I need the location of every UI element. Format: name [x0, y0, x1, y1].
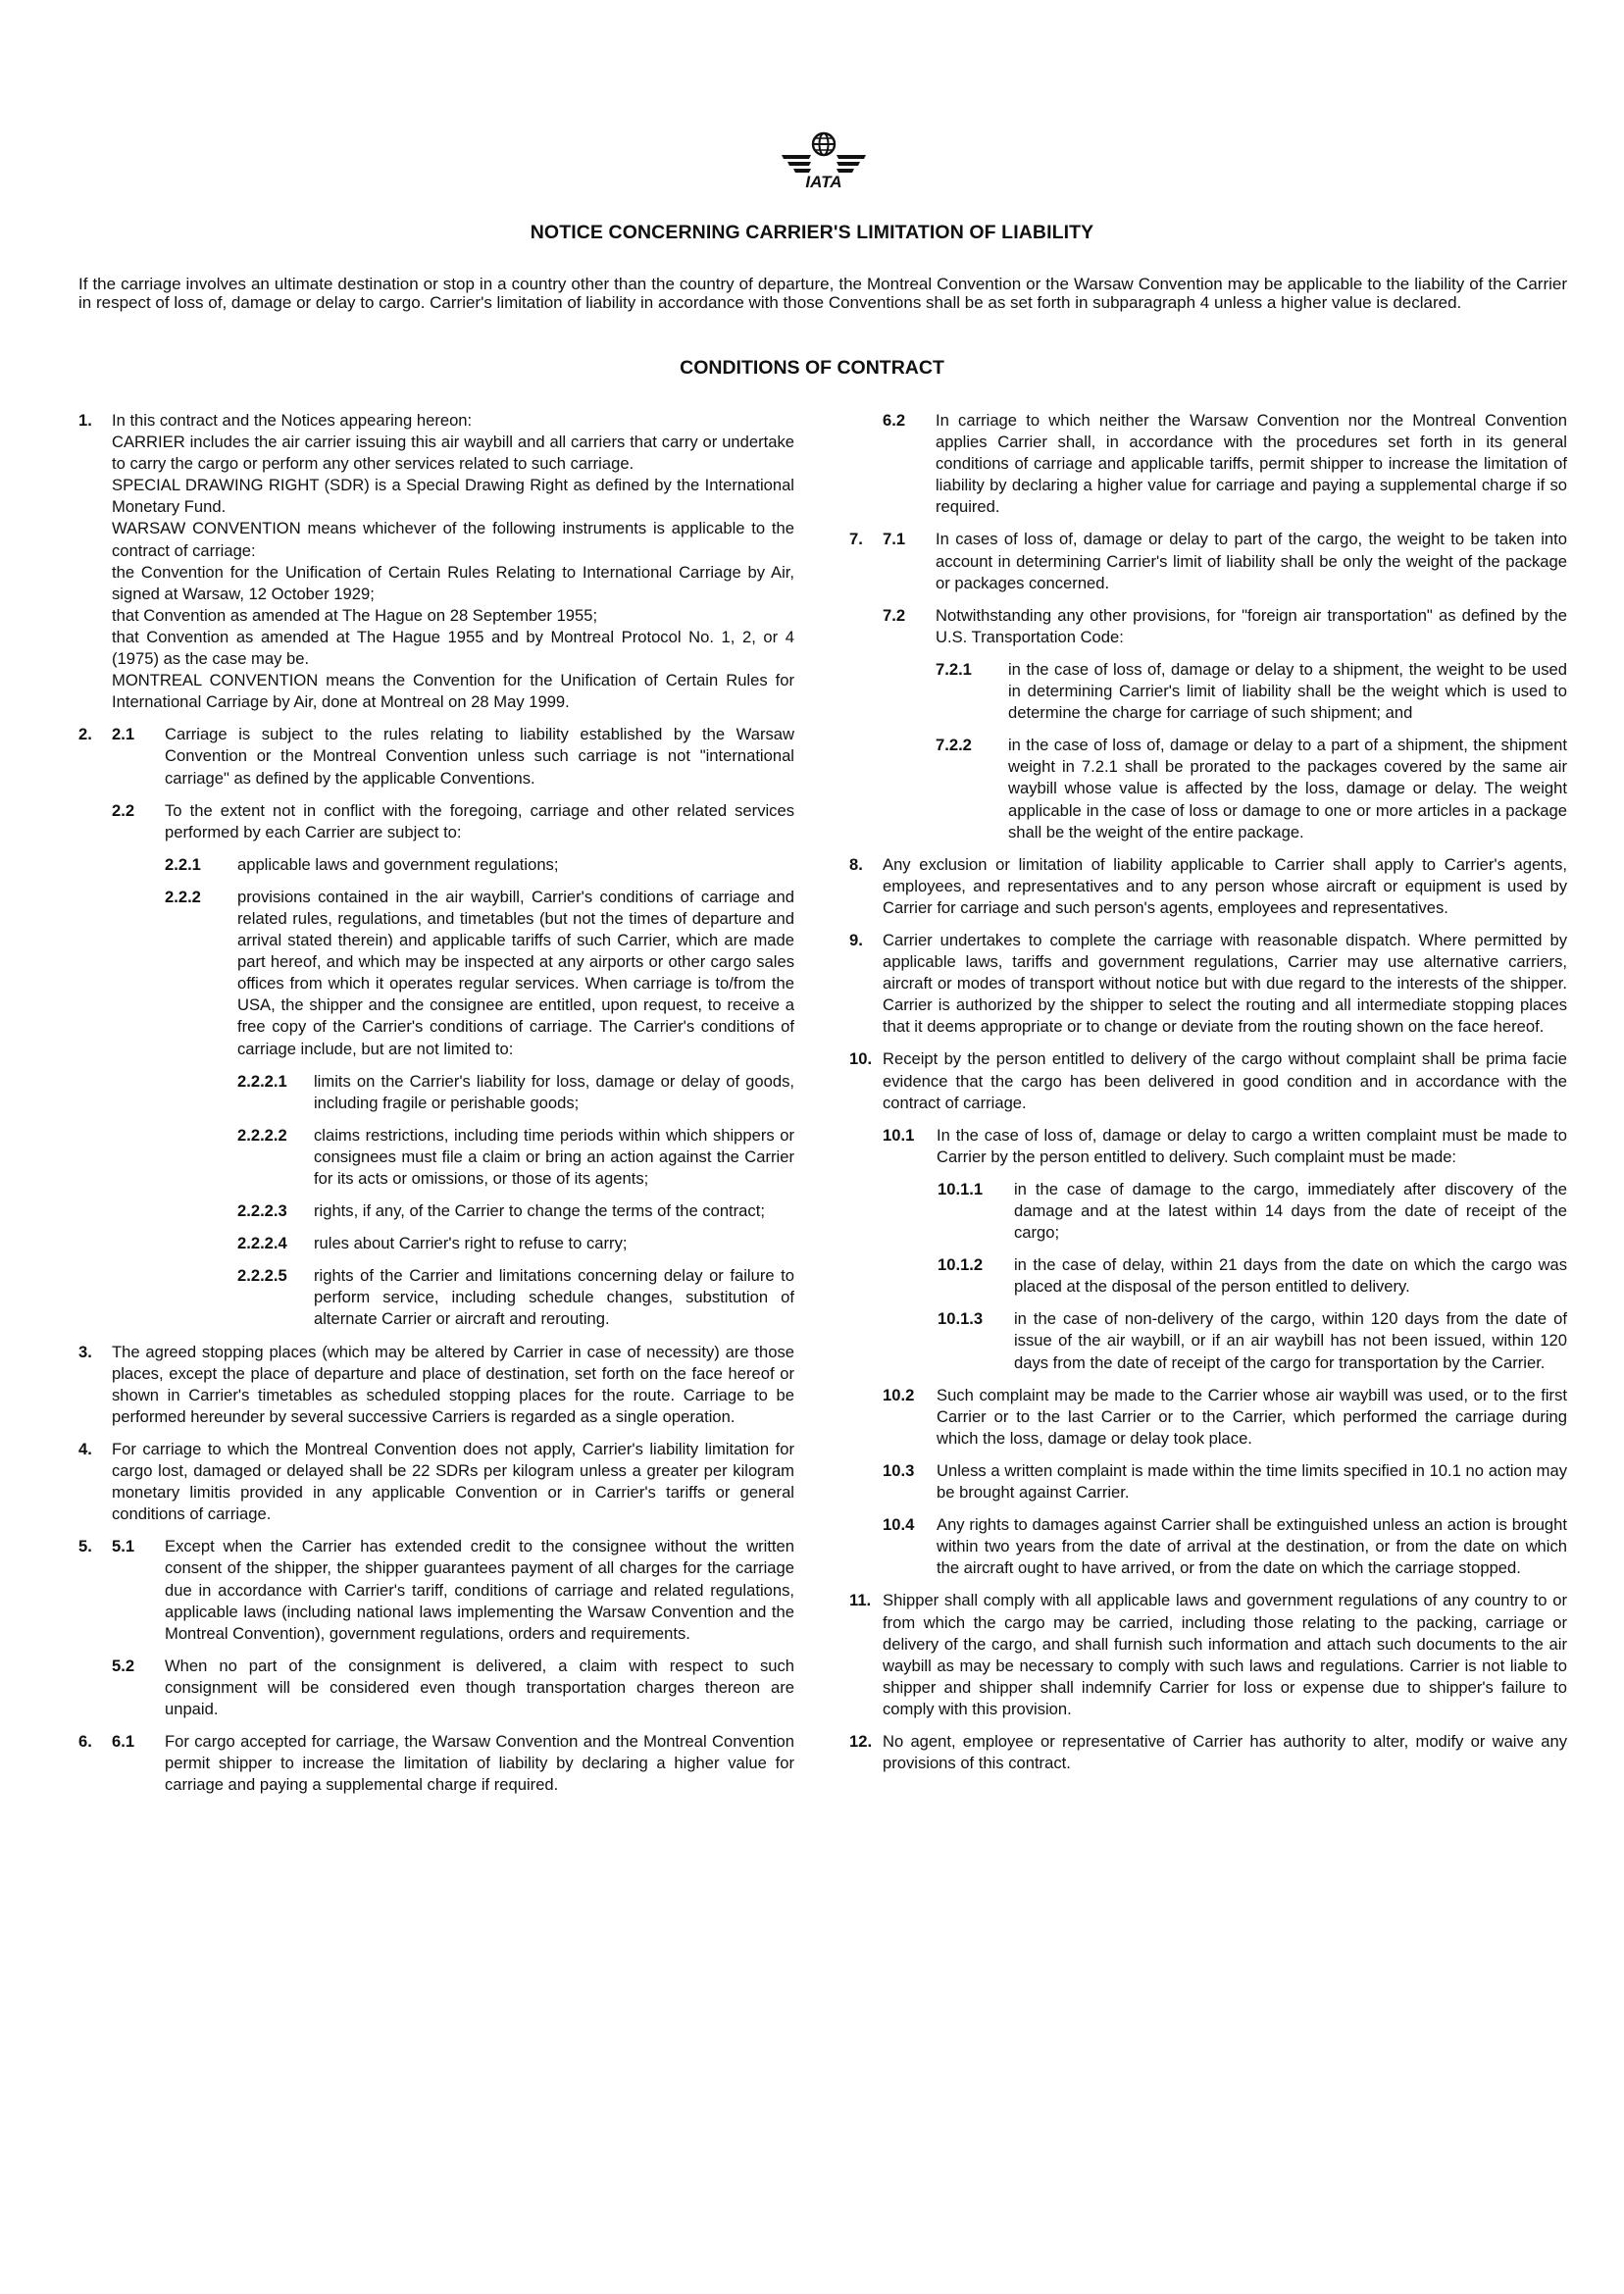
clause-8 — [849, 854, 1567, 919]
subclause-text: in the case of loss of, damage or delay to a shipment, the weight to be used in determining Carrier's limit of liability shall be the weight which is used to determine the charge for carriage of such shipment; and — [1008, 659, 1567, 723]
subclause-number: 2.2 — [112, 800, 135, 820]
subclause-text: in the case of non-delivery of the cargo, within 120 days from the date of issue of the air waybill, or if an air waybill has not been issued, within 120 days from the date of receipt of the cargo for transportation by the Carrier. — [1014, 1309, 1567, 1372]
clause-text: Any exclusion or limitation of liability applicable to Carrier shall apply to Carrier's agents, employees, and representatives and to any person whose aircraft or equipment is used by Carrier for carriage and such person's agents, employees and representatives. — [883, 854, 1567, 917]
notice-paragraph: If the carriage involves an ultimate destination or stop in a country other than the country of departure, the Montreal Convention or the Warsaw Convention may be applicable to the liability of the Carrier in respect of loss of, damage or delay to cargo. Carrier's limitation of liability in accordance with those Conventions shall be as set forth in subparagraph 4 unless a higher value is declared. — [78, 275, 1567, 312]
clause-number: 7. — [849, 530, 863, 549]
subclause-text: in the case of damage to the cargo, immediately after discovery of the damage and at the latest within 14 days from the date of receipt of the cargo; — [1014, 1179, 1567, 1243]
subclause-number: 2.2.2.2 — [237, 1125, 287, 1145]
conditions-title: CONDITIONS OF CONTRACT — [680, 357, 944, 379]
iata-wordmark: IATA — [805, 173, 842, 190]
iata-logo — [780, 131, 868, 190]
subclause-number: 5.1 — [112, 1537, 135, 1556]
subclause-number: 7.2.2 — [936, 736, 972, 755]
subclause-number: 10.2 — [883, 1385, 915, 1404]
clause-number: 12. — [849, 1731, 873, 1751]
subclause-text: provisions contained in the air waybill, Carrier's conditions of carriage and related rules, regulations, and timetables (but not the times of departure and arrival stated therein) and applicable tariffs of such Carrier, which are made part hereof, and which may be inspected at any airports or other cargo sales offices from which it operates regular services. When carriage is to/from the USA, the shipper and the consignee are entitled, upon request, to receive a free copy of the Carrier's conditions of carriage. The Carrier's conditions of carriage include, but are not limited to: — [237, 887, 794, 1058]
definition-sdr: SPECIAL DRAWING RIGHT (SDR) is a Special Drawing Right as defined by the International Monetary Fund. — [112, 476, 794, 517]
clause-text: No agent, employee or representative of Carrier has authority to alter, modify or waive any provisions of this contract. — [883, 1731, 1567, 1773]
subclause-number: 2.2.2.4 — [237, 1234, 287, 1253]
clause-number: 4. — [78, 1439, 92, 1458]
subclause-text: rights, if any, of the Carrier to change the terms of the contract; — [314, 1201, 765, 1221]
clause-text: The agreed stopping places (which may be altered by Carrier in case of necessity) are those places, except the place of departure and place of destination, set forth on the face hereof or shown in Carrier's timetables as scheduled stopping places for the route. Carriage to be performed hereunder by several successive Carriers is regarded as a single operation. — [112, 1342, 794, 1426]
clause-number: 6. — [78, 1732, 92, 1752]
subclause-text: claims restrictions, including time periods within which shippers or consignees must file a claim or bring an action against the Carrier for its acts or omissions, or those of its agents; — [314, 1125, 794, 1188]
subclause-text: limits on the Carrier's liability for loss, damage or delay of goods, including fragile or perishable goods; — [314, 1071, 794, 1112]
subclause-text: For cargo accepted for carriage, the Warsaw Convention and the Montreal Convention permit shipper to increase the limitation of liability by declaring a higher value for carriage and paying a supplemental charge if required. — [165, 1732, 794, 1795]
subclause-number: 10.1 — [883, 1125, 915, 1145]
subclause-number: 10.1.3 — [938, 1309, 984, 1329]
subclause-text: Notwithstanding any other provisions, for "foreign air transportation" as defined by the U.S. Transportation Code: — [936, 605, 1567, 646]
right-column — [849, 410, 1567, 1774]
subclause-number: 10.3 — [883, 1460, 915, 1480]
subclause-number: 7.2.1 — [936, 659, 972, 679]
subclause-text: applicable laws and government regulations; — [237, 854, 559, 874]
subclause-number: 10.1.2 — [938, 1255, 984, 1275]
clause-text: Shipper shall comply with all applicable laws and government regulations of any country to or from which the cargo may be carried, including those relating to the packing, carriage or delivery of the cargo, and shall furnish such information and attach such documents to the air waybill as may be necessary to comply with such laws and regulations. Carrier is not liable to shipper and shipper shall indemnify Carrier for loss or expense due to shipper's failure to comply with this provision. — [883, 1591, 1567, 1718]
definition-warsaw-1929: the Convention for the Unification of Certain Rules Relating to International Carriage by Air, signed at Warsaw, 12 October 1929; — [112, 562, 794, 603]
clause-11 — [849, 1590, 1567, 1720]
clause-number: 8. — [849, 854, 863, 874]
clause-3 — [78, 1342, 794, 1428]
subclause-number: 7.2 — [883, 605, 906, 625]
clause-number: 2. — [78, 725, 92, 744]
clause-number: 10. — [849, 1049, 873, 1069]
clause-6 — [78, 1731, 794, 1796]
subclause-number: 2.2.1 — [165, 854, 201, 874]
iata-globe-wings-icon — [780, 131, 868, 190]
clause-number: 3. — [78, 1342, 92, 1361]
subclause-text: Such complaint may be made to the Carrier whose air waybill was used, or to the first Carrier or to the last Carrier or to the Carrier, which performed the carriage during which the loss, damage or delay took place. — [937, 1385, 1567, 1448]
subclause-text: To the extent not in conflict with the foregoing, carriage and other related services performed by each Carrier are subject to: — [165, 800, 794, 841]
clause-text: In this contract and the Notices appearing hereon: — [112, 411, 473, 430]
definition-carrier: CARRIER includes the air carrier issuing this air waybill and all carriers that carry or undertake to carry the cargo or perform any other services related to such carriage. — [112, 433, 794, 474]
subclause-text: Carriage is subject to the rules relating to liability established by the Warsaw Convention or the Montreal Convention unless such carriage is not "international carriage" as defined by the applicable Conventions. — [165, 725, 794, 788]
clause-7 — [849, 529, 1567, 842]
clause-1 — [78, 410, 794, 713]
clause-9 — [849, 930, 1567, 1038]
clause-number: 5. — [78, 1537, 92, 1556]
subclause-text: in the case of delay, within 21 days from the date on which the cargo was placed at the disposal of the person entitled to delivery. — [1014, 1255, 1567, 1297]
subclause-number: 2.1 — [112, 725, 135, 744]
subclause-number: 2.2.2.3 — [237, 1201, 287, 1221]
subclause-text: Any rights to damages against Carrier shall be extinguished unless an action is brought within two years from the date of arrival at the destination, or from the date on which the aircraft ought to have arrived, or from the date on which the carriage stopped. — [937, 1515, 1567, 1578]
subclause-text: In the case of loss of, damage or delay to cargo a written complaint must be made to Carrier by the person entitled to delivery. Such complaint must be made: — [937, 1125, 1567, 1166]
definition-warsaw-protocol: that Convention as amended at The Hague 1955 and by Montreal Protocol No. 1, 2, or 4 (1975) as the case may be. — [112, 627, 794, 669]
left-column — [78, 410, 794, 1796]
subclause-number: 6.1 — [112, 1732, 135, 1752]
subclause-number: 2.2.2.5 — [237, 1266, 287, 1286]
notice-title: NOTICE CONCERNING CARRIER'S LIMITATION OF LIABILITY — [530, 222, 1094, 243]
subclause-number: 6.2 — [883, 411, 906, 430]
clause-text: Carrier undertakes to complete the carriage with reasonable dispatch. Where permitted by applicable laws, tariffs and government regulations, Carrier may use alternative carriers, aircraft or modes of transport without notice but with due regard to the interests of the shipper. Carrier is authorized by the shipper to select the routing and all intermediate stopping places that it deems appropriate or to change or deviate from the routing shown on the face hereof. — [883, 930, 1567, 1037]
clause-number: 1. — [78, 411, 92, 430]
subclause-text: rights of the Carrier and limitations concerning delay or failure to perform service, including schedule changes, substitution of alternate Carrier or aircraft and rerouting. — [314, 1266, 794, 1329]
subclause-number: 10.4 — [883, 1515, 915, 1535]
subclause-text: Unless a written complaint is made within the time limits specified in 10.1 no action may be brought against Carrier. — [937, 1460, 1567, 1503]
subclause-text: In carriage to which neither the Warsaw Convention nor the Montreal Convention applies Carrier shall, in accordance with the procedures set forth in its general conditions of carriage and applicable tariffs, permit shipper to increase the limitation of liability by declaring a higher value for carriage and paying a supplemental charge if so required. — [936, 411, 1567, 517]
definition-warsaw: WARSAW CONVENTION means whichever of the following instruments is applicable to the contract of carriage: — [112, 519, 794, 560]
clause-4 — [78, 1439, 794, 1525]
clause-6-2 — [849, 410, 1567, 518]
subclause-text: in the case of loss of, damage or delay to a part of a shipment, the shipment weight in 7.2.1 shall be prorated to the packages covered by the same air waybill whose value is affected by the loss, damage or delay. The weight applicable in the case of loss or damage to one or more articles in a package shall be the weight of the entire package. — [1008, 736, 1567, 841]
subclause-text: rules about Carrier's right to refuse to carry; — [314, 1234, 628, 1253]
subclause-number: 10.1.1 — [938, 1179, 984, 1198]
subclause-number: 2.2.2 — [165, 887, 201, 906]
subclause-number: 5.2 — [112, 1656, 135, 1675]
subclause-number: 7.1 — [883, 530, 906, 549]
subclause-text: Except when the Carrier has extended credit to the consignee without the written consent of the shipper, the shipper guarantees payment of all charges for the carriage due in accordance with Carrier's tariff, conditions of carriage and related regulations, applicable laws (including national laws implementing the Warsaw Convention and the Montreal Convention), government regulations, orders and requirements. — [165, 1537, 794, 1643]
clause-12 — [849, 1731, 1567, 1774]
subclause-text: When no part of the consignment is delivered, a claim with respect to such consignment will be considered even though transportation charges thereon are unpaid. — [165, 1656, 794, 1718]
clause-5 — [78, 1536, 794, 1720]
clause-10 — [849, 1048, 1567, 1579]
subclause-number: 2.2.2.1 — [237, 1071, 287, 1091]
clause-text: Receipt by the person entitled to delivery of the cargo without complaint shall be prima facie evidence that the cargo has been delivered in good condition and in accordance with the contract of carriage. — [883, 1049, 1567, 1112]
clause-text: For carriage to which the Montreal Convention does not apply, Carrier's liability limitation for cargo lost, damaged or delayed shall be 22 SDRs per kilogram unless a greater per kilogram monetary limitis provided in any applicable Convention or in Carrier's tariffs or general conditions of carriage. — [112, 1439, 794, 1524]
definition-montreal: MONTREAL CONVENTION means the Convention for the Unification of Certain Rules for International Carriage by Air, done at Montreal on 28 May 1999. — [112, 671, 794, 712]
clause-2 — [78, 724, 794, 1330]
clause-number: 11. — [849, 1591, 872, 1610]
clause-number: 9. — [849, 930, 863, 949]
subclause-text: In cases of loss of, damage or delay to part of the cargo, the weight to be taken into account in determining Carrier's limit of liability shall be only the weight of the package or packages concerned. — [936, 530, 1567, 592]
definition-warsaw-1955: that Convention as amended at The Hague on 28 September 1955; — [112, 605, 598, 625]
